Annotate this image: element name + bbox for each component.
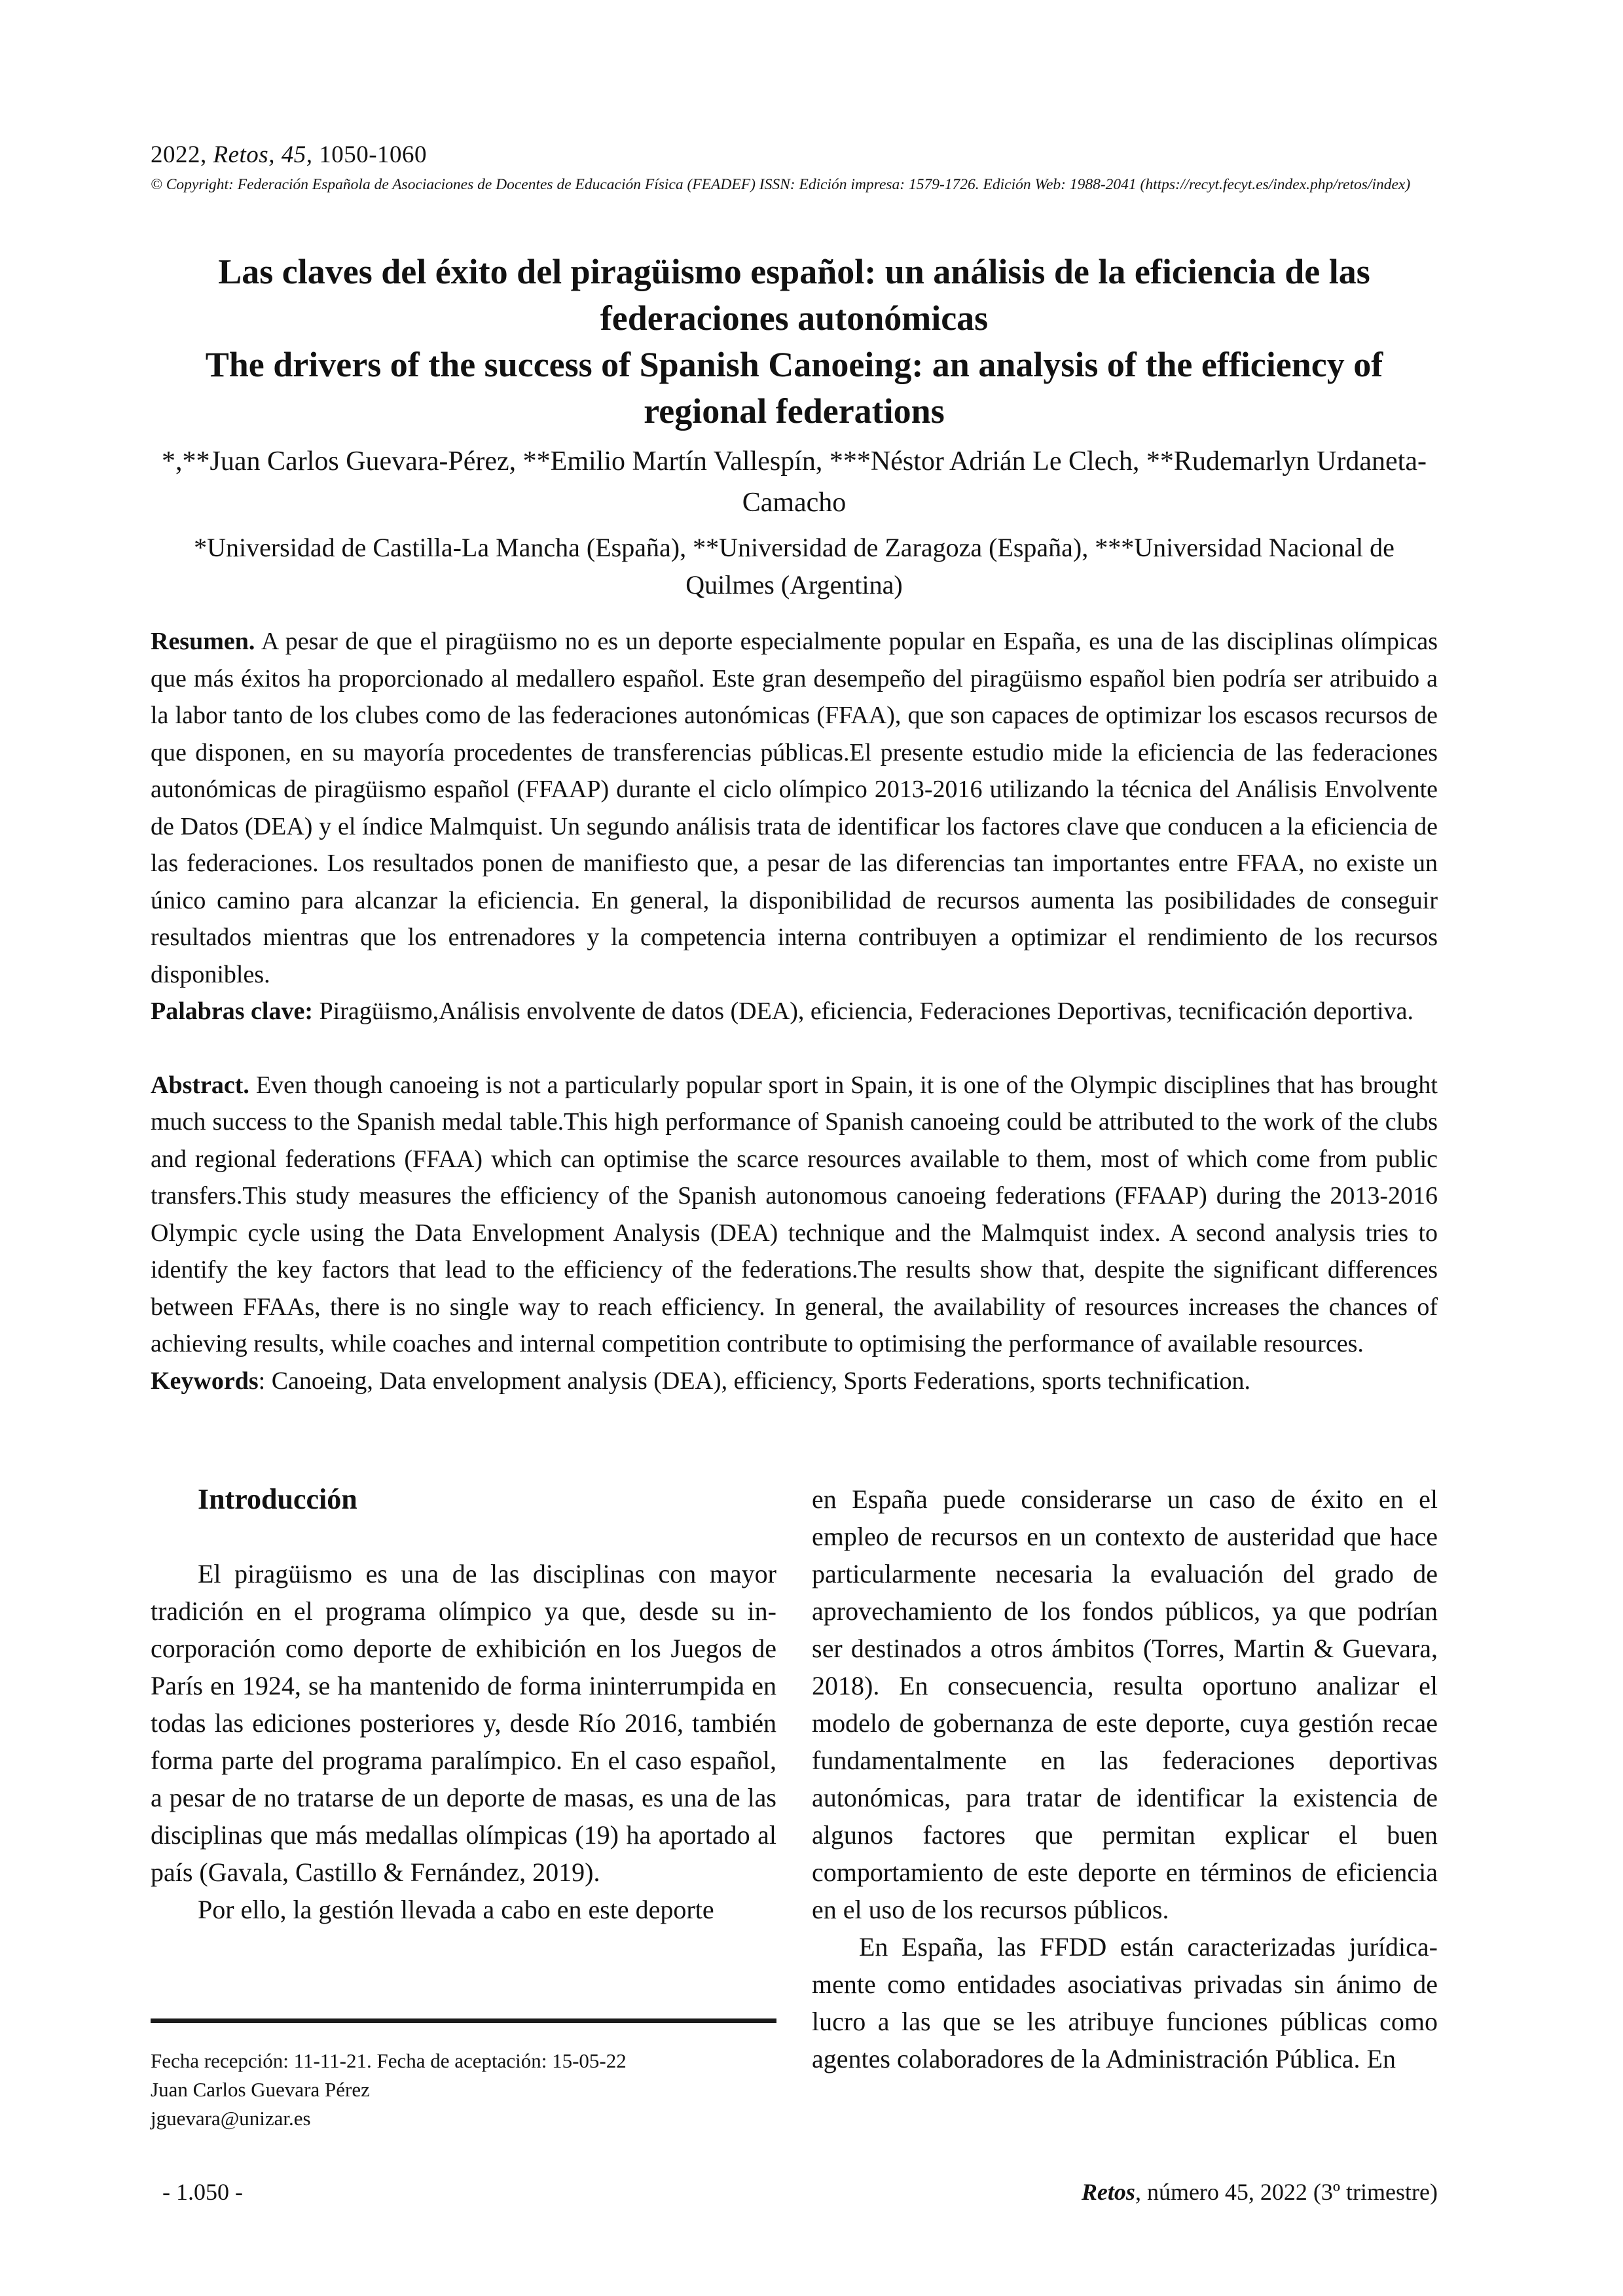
journal-footer-info: , número 45, 2022 (3º trimestre) bbox=[1135, 2179, 1438, 2205]
citation-journal: Retos, 45, bbox=[213, 141, 313, 168]
footnote-dates: Fecha recepción: 11-11-21. Fecha de aceptación: 15-05-22 bbox=[151, 2049, 627, 2072]
journal-footer bbox=[812, 2178, 1438, 2206]
resumen-paragraph bbox=[151, 623, 1438, 993]
page-number: - 1.050 - bbox=[162, 2179, 243, 2205]
resumen-label: Resumen. bbox=[151, 628, 255, 655]
intro-paragraph-3: en España puede considerarse un caso de éxito en el empleo de recursos en un contexto de austeridad que hace particularmente necesaria la evaluación del grado de aprovechamiento de los fondos públicos, ya que podrían ser destinados a otros ámbitos (Torres, Martin & Guevara, 2018). En consecuencia, resulta oportuno analizar el modelo de gobernanza de este deporte, cuya gestión recae fundamentalmente en las federaciones deportivas autonómicas, para tratar de identificar la existencia de algunos factores que permitan explicar el buen comportamiento de este deporte en términos de eficiencia en el uso de los recursos públicos. bbox=[812, 1484, 1438, 1924]
keywords-text: : Canoeing, Data envelopment analysis (DEA), efficiency, Sports Federations, sports technification. bbox=[258, 1367, 1251, 1395]
intro-paragraph-1: El piragüismo es una de las disciplinas con mayor tradición en el programa olímpico ya que, desde su incorporación como deporte de exhibición en los Juegos de París en 1924, se ha mantenido de forma ininterrumpida en todas las ediciones posteriores y, desde Río 2016, también forma parte del programa paralímpico. En el caso español, a pesar de no tratarse de un deporte de masas, es una de las disciplinas que más medallas olímpicas (19) ha aportado al país (Gavala, Castillo & Fernández, 2019). bbox=[151, 1559, 776, 1887]
intro-paragraph-2: Por ello, la gestión llevada a cabo en este deporte bbox=[198, 1895, 714, 1924]
intro-paragraph-4: En España, las FFDD están caracterizadas jurídicamente como entidades asociativas privadas sin ánimo de lucro a las que se les atribuye funciones públicas como agentes colaboradores de la Administración Pública. En bbox=[812, 1932, 1438, 2073]
article-title-english: The drivers of the success of Spanish Canoeing: an analysis of the efficiency of regional federations bbox=[205, 345, 1383, 431]
abstract-text: Even though canoeing is not a particularly popular sport in Spain, it is one of the Olympic disciplines that has brought much success to the Spanish medal table.This high performance of Spanish canoeing could be attributed to the work of the clubs and regional federations (FFAA) which can optimise the scarce resources available to them, most of which come from public transfers.This study measures the efficiency of the Spanish autonomous canoeing federations (FFAAP) during the 2013-2016 Olympic cycle using the Data Envelopment Analysis (DEA) technique and the Malmquist index. A second analysis tries to identify the key factors that lead to the efficiency of the federations.The results show that, despite the significant differences between FFAAs, there is no single way to reach efficiency. In general, the availability of resources increases the chances of achieving results, while coaches and internal competition contribute to optimising the performance of available resources. bbox=[151, 1071, 1438, 1357]
left-column bbox=[151, 1480, 776, 1928]
palabras-clave-paragraph bbox=[151, 993, 1438, 1030]
footnote-block bbox=[151, 2018, 776, 2133]
title-block bbox=[151, 249, 1438, 603]
page-header bbox=[151, 141, 1438, 194]
resumen-text: A pesar de que el piragüismo no es un deporte especialmente popular en España, es una de las disciplinas olímpicas que más éxitos ha proporcionado al medallero español. Este gran desempeño del piragüismo español bien podría ser atribuido a la labor tanto de los clubes como de las federaciones autonómicas (FFAA), que son capaces de optimizar los escasos recursos de que disponen, en su mayoría procedentes de transferencias públicas.El presente estudio mide la eficiencia de las federaciones autonómicas de piragüismo español (FFAAP) durante el ciclo olímpico 2013-2016 utilizando la técnica del Análisis Envolvente de Datos (DEA) y el índice Malmquist. Un segundo análisis trata de identificar los factores clave que conducen a la eficiencia de las federaciones. Los resultados ponen de manifiesto que, a pesar de las diferencias tan importantes entre FFAA, no existe un único camino para alcanzar la eficiencia. En general, la disponibilidad de recursos aumenta las posibilidades de conseguir resultados mientras que los entrenadores y la competencia interna contribuyen a optimizar el rendimiento de los recursos disponibles. bbox=[151, 628, 1438, 988]
citation-year: 2022, bbox=[151, 141, 213, 168]
copyright-line: © Copyright: Federación Española de Asociaciones de Docentes de Educación Física (FEADEF) ISSN: Edición impresa: 1579-1726. Edición Web: 1988-2041 (https://recyt.fecyt.es/index.php/retos/index) bbox=[151, 175, 1411, 193]
footnote-divider bbox=[151, 2018, 776, 2023]
journal-citation bbox=[151, 141, 1438, 170]
footnote-author: Juan Carlos Guevara Pérez bbox=[151, 2078, 370, 2101]
journal-footer-name: Retos bbox=[1081, 2179, 1135, 2205]
introduction-heading: Introducción bbox=[198, 1483, 357, 1515]
citation-pages: 1050-1060 bbox=[312, 141, 428, 168]
footnote-email: jguevara@unizar.es bbox=[151, 2107, 311, 2130]
keywords-label: Keywords bbox=[151, 1367, 259, 1395]
keywords-paragraph bbox=[151, 1363, 1438, 1400]
palabras-clave-text: Piragüismo,Análisis envolvente de datos (DEA), eficiencia, Federaciones Deportivas, tecnificación deportiva. bbox=[313, 997, 1413, 1025]
right-column bbox=[812, 1480, 1438, 2077]
article-title-spanish: Las claves del éxito del piragüismo español: un análisis de la eficiencia de las federaciones autonómicas bbox=[218, 252, 1370, 338]
abstract-paragraph bbox=[151, 1067, 1438, 1363]
affiliations-line: *Universidad de Castilla-La Mancha (España), **Universidad de Zaragoza (España), ***Universidad Nacional de Quilmes (Argentina) bbox=[194, 533, 1395, 600]
palabras-clave-label: Palabras clave: bbox=[151, 997, 314, 1025]
abstracts-section bbox=[151, 623, 1438, 1399]
abstract-label: Abstract. bbox=[151, 1071, 249, 1099]
authors-line: *,**Juan Carlos Guevara-Pérez, **Emilio Martín Vallespín, ***Néstor Adrián Le Clech, **Rudemarlyn Urdaneta-Camacho bbox=[162, 446, 1427, 518]
